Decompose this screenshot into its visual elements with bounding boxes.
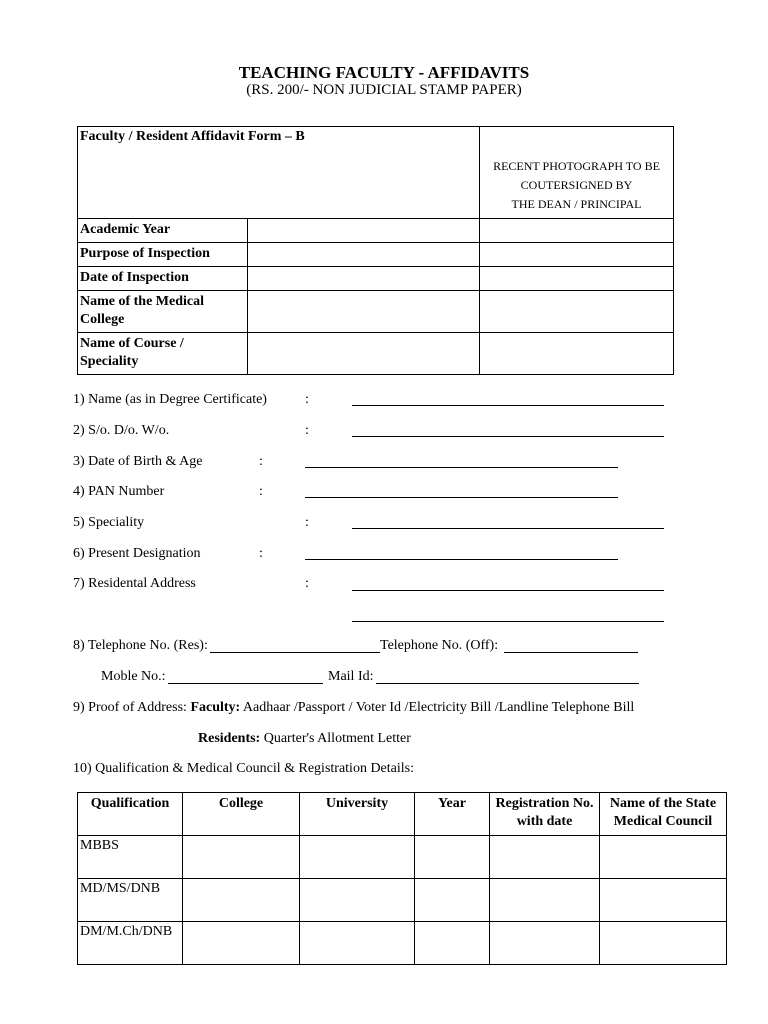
col-year: Year bbox=[415, 793, 490, 836]
registration-cell[interactable] bbox=[490, 836, 600, 879]
qualification-cell: DM/M.Ch/DNB bbox=[78, 922, 183, 965]
college-extra bbox=[480, 291, 674, 333]
table-row bbox=[78, 922, 727, 965]
address-line-1[interactable] bbox=[352, 590, 664, 591]
mail-line[interactable] bbox=[376, 683, 639, 684]
row-label-college: Name of the Medical College bbox=[78, 291, 248, 333]
mail-label: Mail Id: bbox=[328, 669, 374, 684]
info-table bbox=[77, 126, 674, 375]
colon: : bbox=[259, 484, 263, 499]
row-label-academic-year: Academic Year bbox=[78, 219, 248, 243]
year-cell[interactable] bbox=[415, 922, 490, 965]
photo-line-3: THE DEAN / PRINCIPAL bbox=[511, 197, 642, 211]
colon: : bbox=[259, 454, 263, 469]
college-cell[interactable] bbox=[183, 836, 300, 879]
photo-box bbox=[480, 127, 674, 219]
colon: : bbox=[305, 392, 309, 407]
date-inspection-extra bbox=[480, 267, 674, 291]
colon: : bbox=[305, 515, 309, 530]
dob-line[interactable] bbox=[305, 467, 618, 468]
col-qualification: Qualification bbox=[78, 793, 183, 836]
residents-label: Residents: bbox=[198, 731, 261, 746]
university-cell[interactable] bbox=[300, 879, 415, 922]
field-label-designation: 6) Present Designation bbox=[73, 546, 201, 561]
purpose-extra bbox=[480, 243, 674, 267]
tel-res-line[interactable] bbox=[210, 652, 380, 653]
field-label-speciality: 5) Speciality bbox=[73, 515, 145, 530]
col-council: Name of the State Medical Council bbox=[600, 793, 727, 836]
field-label-relation: 2) S/o. D/o. W/o. bbox=[73, 423, 170, 438]
col-university: University bbox=[300, 793, 415, 836]
tel-res-label: 8) Telephone No. (Res): bbox=[73, 638, 208, 653]
college-cell[interactable] bbox=[183, 879, 300, 922]
course-extra bbox=[480, 333, 674, 375]
qualification-heading: 10) Qualification & Medical Council & Registration Details: bbox=[73, 761, 414, 776]
qualification-table bbox=[77, 792, 727, 965]
registration-cell[interactable] bbox=[490, 879, 600, 922]
university-cell[interactable] bbox=[300, 922, 415, 965]
date-inspection-field[interactable] bbox=[248, 267, 480, 291]
col-college: College bbox=[183, 793, 300, 836]
field-label-pan: 4) PAN Number bbox=[73, 484, 165, 499]
pan-line[interactable] bbox=[305, 497, 618, 498]
photo-line-2: COUTERSIGNED BY bbox=[520, 178, 633, 192]
colon: : bbox=[305, 576, 309, 591]
qualification-cell: MD/MS/DNB bbox=[78, 879, 183, 922]
faculty-label: Faculty: bbox=[190, 700, 241, 715]
year-cell[interactable] bbox=[415, 879, 490, 922]
table-row bbox=[78, 836, 727, 879]
field-label-address: 7) Residental Address bbox=[73, 576, 196, 591]
mobile-line[interactable] bbox=[168, 683, 323, 684]
academic-year-extra bbox=[480, 219, 674, 243]
residents-docs: Quarter's Allotment Letter bbox=[260, 731, 411, 746]
table-row bbox=[78, 879, 727, 922]
field-label-name: 1) Name (as in Degree Certificate) bbox=[73, 392, 267, 407]
designation-line[interactable] bbox=[305, 559, 618, 560]
residents-proof bbox=[198, 731, 411, 747]
colon: : bbox=[259, 546, 263, 561]
council-cell[interactable] bbox=[600, 879, 727, 922]
col-registration: Registration No. with date bbox=[490, 793, 600, 836]
address-line-2[interactable] bbox=[352, 621, 664, 622]
council-cell[interactable] bbox=[600, 836, 727, 879]
academic-year-field[interactable] bbox=[248, 219, 480, 243]
page-title: TEACHING FACULTY - AFFIDAVITS bbox=[238, 63, 530, 82]
registration-cell[interactable] bbox=[490, 922, 600, 965]
year-cell[interactable] bbox=[415, 836, 490, 879]
purpose-field[interactable] bbox=[248, 243, 480, 267]
row-label-course: Name of Course / Speciality bbox=[78, 333, 248, 375]
tel-off-label: Telephone No. (Off): bbox=[380, 638, 499, 653]
course-field[interactable] bbox=[248, 333, 480, 375]
speciality-line[interactable] bbox=[352, 528, 664, 529]
tel-off-line[interactable] bbox=[504, 652, 638, 653]
college-field[interactable] bbox=[248, 291, 480, 333]
page-subtitle: (RS. 200/- NON JUDICIAL STAMP PAPER) bbox=[246, 82, 522, 98]
proof-prefix: 9) Proof of Address: bbox=[73, 700, 191, 715]
field-label-dob: 3) Date of Birth & Age bbox=[73, 454, 203, 469]
photo-line-1: RECENT PHOTOGRAPH TO BE bbox=[493, 159, 660, 173]
mobile-label: Moble No.: bbox=[101, 669, 166, 684]
proof-of-address bbox=[73, 700, 634, 716]
faculty-docs: Aadhaar /Passport / Voter Id /Electricity Bill /Landline Telephone Bill bbox=[240, 700, 635, 715]
name-line[interactable] bbox=[352, 405, 664, 406]
relation-line[interactable] bbox=[352, 436, 664, 437]
university-cell[interactable] bbox=[300, 836, 415, 879]
council-cell[interactable] bbox=[600, 922, 727, 965]
row-label-purpose: Purpose of Inspection bbox=[78, 243, 248, 267]
colon: : bbox=[305, 423, 309, 438]
college-cell[interactable] bbox=[183, 922, 300, 965]
form-title: Faculty / Resident Affidavit Form – B bbox=[78, 127, 480, 219]
row-label-date-inspection: Date of Inspection bbox=[78, 267, 248, 291]
qualification-cell: MBBS bbox=[78, 836, 183, 879]
